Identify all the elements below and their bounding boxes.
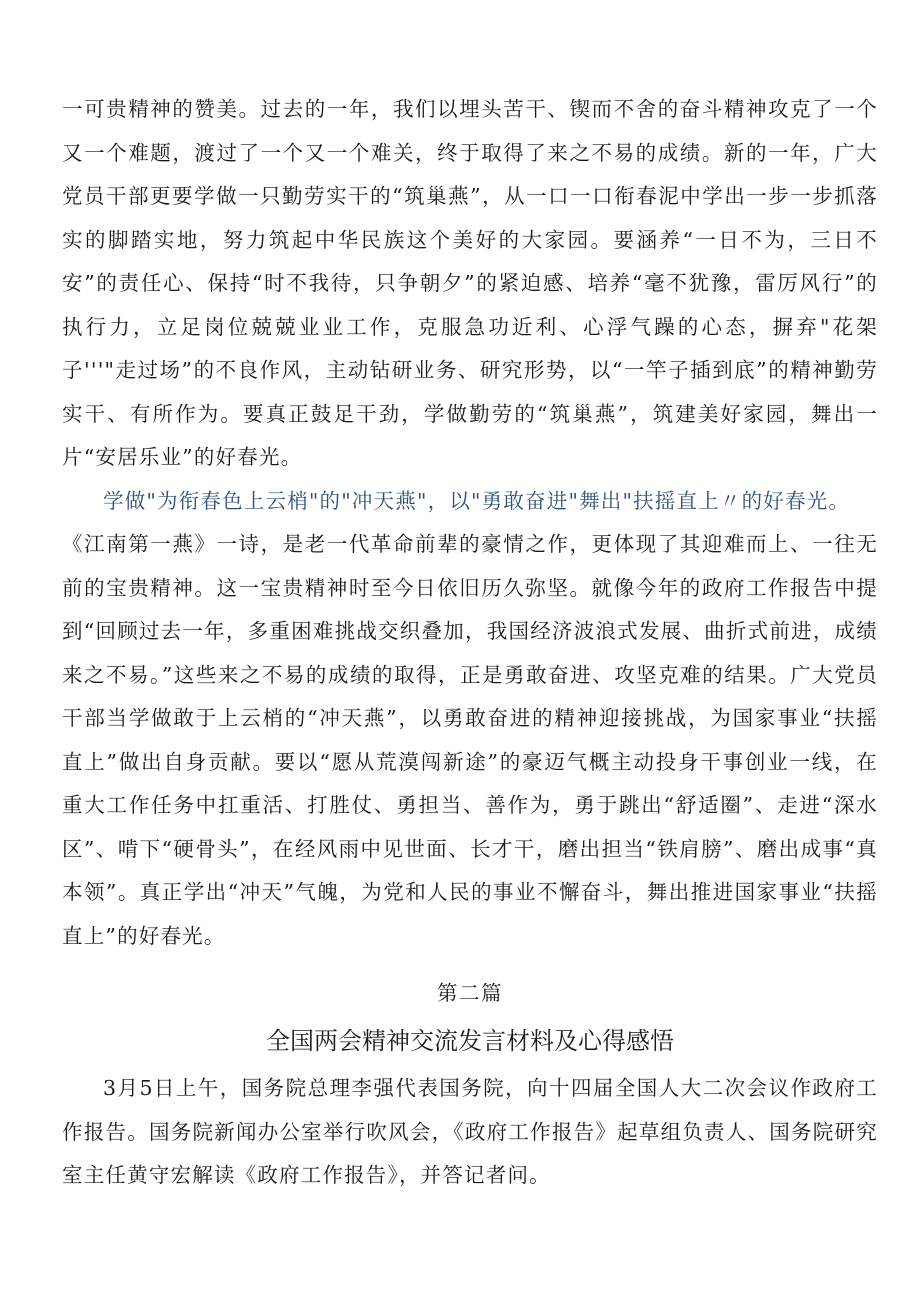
subheading-paragraph: 学做"为衔春色上云梢"的"冲天燕"，以"勇敢奋进"舞出"扶摇直上〃的好春光。 xyxy=(103,488,851,513)
body-paragraph-1: 一可贵精神的赞美。过去的一年，我们以埋头苦干、锲而不舍的奋斗精神攻克了一个又一个难题，渡过了一个又一个难关，终于取得了来之不易的成绩。新的一年，广大党员干部更要学做一只勤劳实干的“筑巢燕”，从一口一口衔春泥中学出一步一步抓落实的脚踏实地，努力筑起中华民族这个美好的大家园。要涵养“一日不为，三日不安”的责任心、保持“时不我待，只争朝夕”的紧迫感、培养“毫不犹豫，雷厉风行”的执行力，立足岗位兢兢业业工作，克服急功近利、心浮气躁的心态，摒弃"花架子'''"走过场”的不良作风，主动钻研业务、研究形势，以“一竿子插到底”的精神勤劳实干、有所作为。要真正鼓足干劲，学做勤劳的“筑巢燕”，筑建美好家园，舞出一片“安居乐业”的好春光。 xyxy=(62,97,878,469)
section-label: 第二篇 xyxy=(437,981,503,1005)
document-page xyxy=(62,88,878,1198)
article-title: 全国两会精神交流发言材料及心得感悟 xyxy=(266,1027,674,1055)
intro-paragraph: 3月5日上午，国务院总理李强代表国务院，向十四届全国人大二次会议作政府工作报告。国务院新闻办公室举行吹风会，《政府工作报告》起草组负责人、国务院研究室主任黄守宏解读《政府工作报告》，并答记者问。 xyxy=(62,1076,878,1187)
body-paragraph-2: 《江南第一燕》一诗，是老一代革命前辈的豪情之作，更体现了其迎难而上、一往无前的宝贵精神。这一宝贵精神时至今日依旧历久弥坚。就像今年的政府工作报告中提到“回顾过去一年，多重困难挑战交织叠加，我国经济波浪式发展、曲折式前进，成绩来之不易。”这些来之不易的成绩的取得，正是勇敢奋进、攻坚克难的结果。广大党员干部当学做敢于上云梢的“冲天燕”，以勇敢奋进的精神迎接挑战，为国家事业“扶摇直上”做出自身贡献。要以“愿从荒漠闯新途”的豪迈气概主动投身干事创业一线，在重大工作任务中扛重活、打胜仗、勇担当、善作为，勇于跳出“舒适圈”、走进“深水区”、啃下“硬骨头”，在经风雨中见世面、长才干，磨出担当“铁肩膀”、磨出成事“真本领”。真正学出“冲天”气魄，为党和人民的事业不懈奋斗，舞出推进国家事业“扶摇直上”的好春光。 xyxy=(62,532,878,948)
